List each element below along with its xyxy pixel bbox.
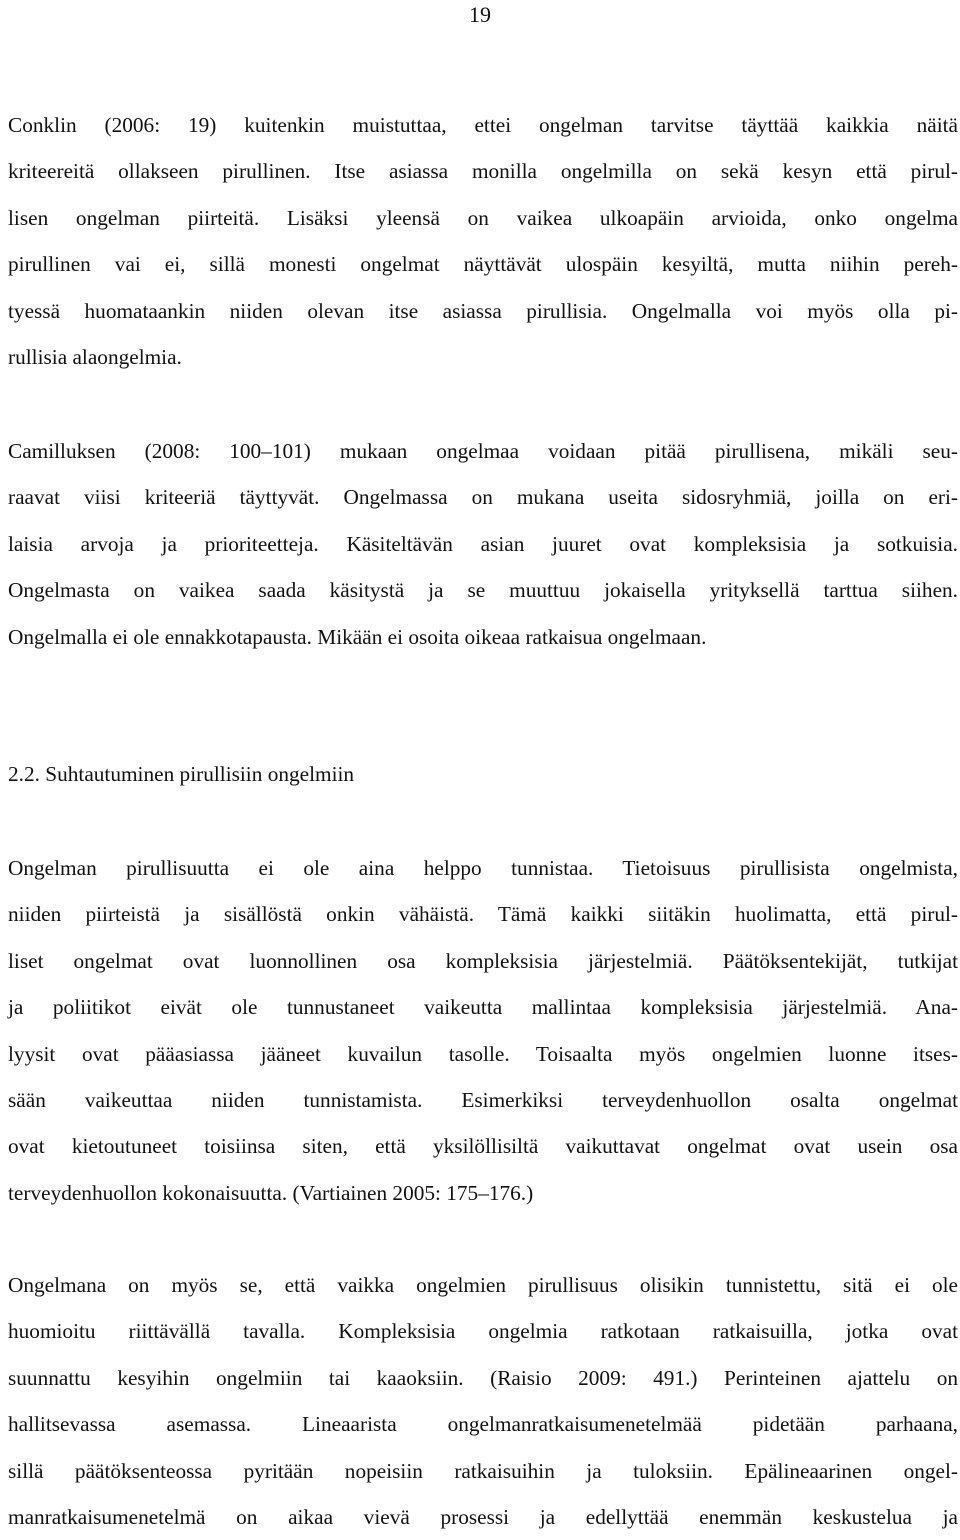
paragraph-line: huomioitu riittävällä tavalla. Kompleksisia ongelmia ratkotaan ratkaisuilla, jotka ovat (8, 1319, 958, 1344)
paragraph-line: rullisia alaongelmia. (8, 344, 182, 369)
paragraph-line: ja poliitikot eivät ole tunnustaneet vaikeutta mallintaa kompleksisia järjestelmiä. Ana- (8, 995, 958, 1020)
paragraph-line: liset ongelmat ovat luonnollinen osa kompleksisia järjestelmiä. Päätöksentekijät, tutkijat (8, 948, 958, 973)
paragraph-line: hallitsevassa asemassa. Lineaarista ongelmanratkaisumenetelmää pidetään parhaana, (8, 1412, 958, 1437)
paragraph-problem-handling (8, 1262, 958, 1540)
paragraph-line: lyysit ovat pääasiassa jääneet kuvailun tasolle. Toisaalta myös ongelmien luonne itses- (8, 1041, 958, 1066)
paragraph-line: tyessä huomataankin niiden olevan itse asiassa pirullisia. Ongelmalla voi myös olla pi- (8, 298, 958, 323)
paragraph-line: Ongelmasta on vaikea saada käsitystä ja se muuttuu jokaisella yrityksellä tarttua siihen. (8, 578, 958, 603)
paragraph-line: Camilluksen (2008: 100–101) mukaan ongelmaa voidaan pitää pirullisena, mikäli seu- (8, 439, 958, 463)
paragraph-line: suunnattu kesyihin ongelmiin tai kaaoksiin. (Raisio 2009: 491.) Perinteinen ajattelu on (8, 1365, 958, 1390)
paragraph-line: laisia arvoja ja prioriteetteja. Käsiteltävän asian juuret ovat kompleksisia ja sotkuisia. (8, 531, 958, 556)
paragraph-line: sillä päätöksenteossa pyritään nopeisiin ratkaisuihin ja tuloksiin. Epälineaarinen ongel- (8, 1458, 958, 1483)
paragraph-line: Conklin (2006: 19) kuitenkin muistuttaa, ettei ongelman tarvitse täyttää kaikkia näitä (8, 113, 958, 137)
paragraph-line: pirullinen vai ei, sillä monesti ongelmat näyttävät ulospäin kesyiltä, mutta niihin pereh- (8, 252, 958, 277)
page-number: 19 (469, 2, 491, 27)
paragraph-line: Ongelmalla ei ole ennakkotapausta. Mikään ei osoita oikeaa ratkaisua ongelmaan. (8, 624, 707, 649)
paragraph-line: raavat viisi kriteeriä täyttyvät. Ongelmassa on mukana useita sidosryhmiä, joilla on eri- (8, 485, 958, 510)
paragraph-line: sään vaikeuttaa niiden tunnistamista. Esimerkiksi terveydenhuollon osalta ongelmat (8, 1087, 958, 1112)
paragraph-line: lisen ongelman piirteitä. Lisäksi yleensä on vaikea ulkoapäin arvioida, onko ongelma (8, 205, 958, 230)
paragraph-recognition (8, 845, 958, 1216)
paragraph-line: terveydenhuollon kokonaisuutta. (Vartiainen 2005: 175–176.) (8, 1180, 534, 1205)
paragraph-conklin (8, 102, 958, 380)
paragraph-line: Ongelman pirullisuutta ei ole aina helppo tunnistaa. Tietoisuus pirullisista ongelmista, (8, 856, 958, 880)
paragraph-line: ovat kietoutuneet toisiinsa siten, että yksilöllisiltä vaikuttavat ongelmat ovat usein osa (8, 1134, 958, 1159)
paragraph-camillus (8, 428, 958, 660)
paragraph-line: manratkaisumenetelmä on aikaa vievä prosessi ja edellyttää enemmän keskustelua ja (8, 1504, 958, 1529)
paragraph-line: Ongelmana on myös se, että vaikka ongelmien pirullisuus olisikin tunnistettu, sitä ei ole (8, 1273, 958, 1297)
paragraph-line: niiden piirteistä ja sisällöstä onkin vähäistä. Tämä kaikki siitäkin huolimatta, että pirul- (8, 902, 958, 927)
paragraph-line: kriteereitä ollakseen pirullinen. Itse asiassa monilla ongelmilla on sekä kesyn että pirul- (8, 159, 958, 184)
section-heading: 2.2. Suhtautuminen pirullisiin ongelmiin (8, 762, 355, 786)
